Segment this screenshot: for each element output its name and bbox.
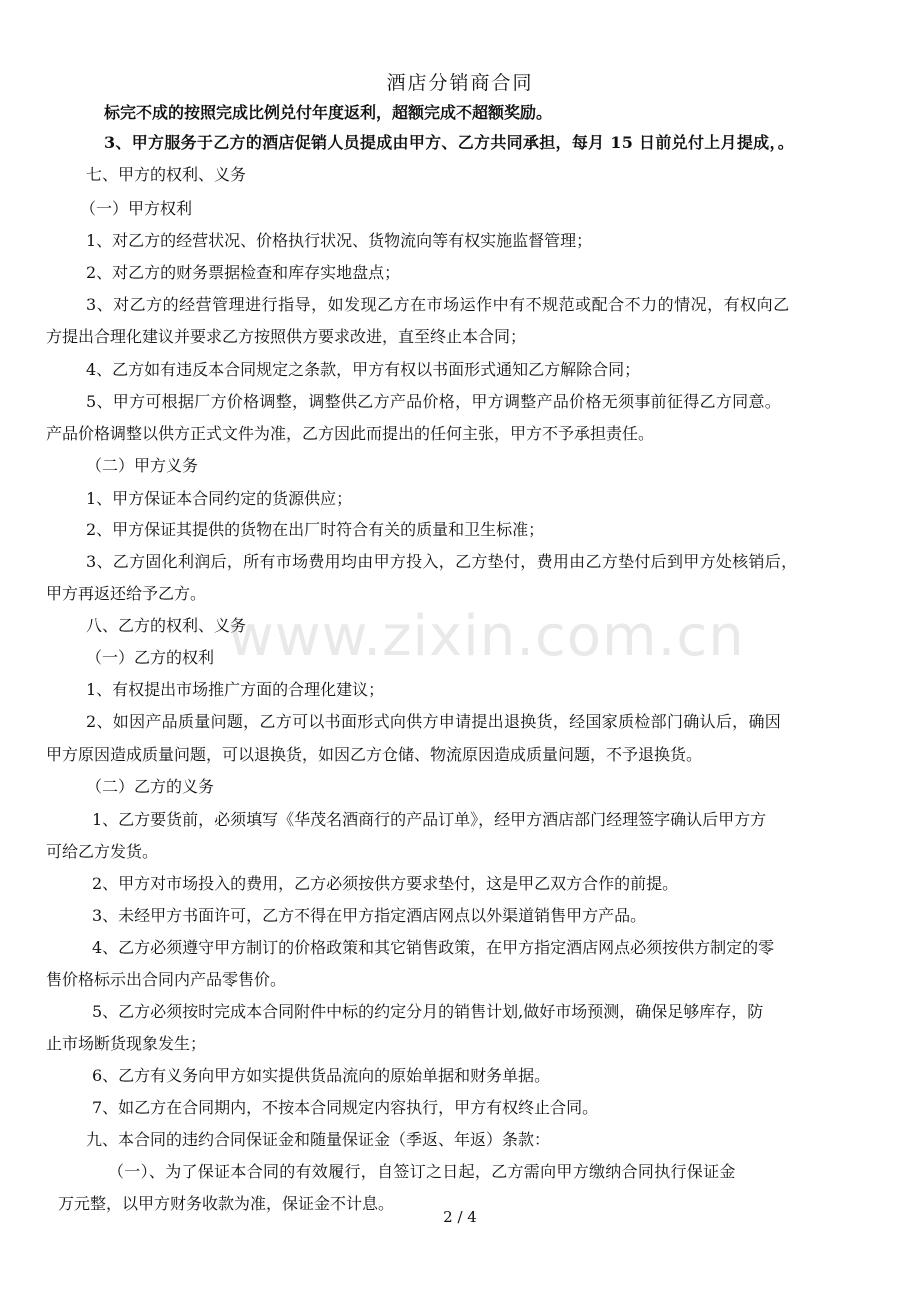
subsection-heading: （二）甲方义务: [86, 456, 199, 475]
text-line: 2、甲方对市场投入的费用，乙方必须按供方要求垫付，这是甲乙双方合作的前提。: [92, 874, 679, 893]
subsection-heading: （二）乙方的义务: [86, 777, 215, 796]
watermark-text: www.zixin.com.cn: [228, 604, 745, 669]
text-line: 产品价格调整以供方正式文件为准，乙方因此而提出的任何主张，甲方不予承担责任。: [46, 424, 655, 443]
text-line: 4、乙方必须遵守甲方制订的价格政策和其它销售政策，在甲方指定酒店网点必须按供方制定的零: [92, 938, 775, 957]
text-line: 7、如乙方在合同期内，不按本合同规定内容执行，甲方有权终止合同。: [92, 1098, 599, 1117]
text-line: 1、有权提出市场推广方面的合理化建议；: [86, 680, 385, 699]
section-heading: 九、本合同的违约合同保证金和随量保证金（季返、年返）条款：: [86, 1130, 551, 1149]
text-line: 3、乙方固化利润后，所有市场费用均由甲方投入，乙方垫付，费用由乙方垫付后到甲方处核销后，: [86, 552, 798, 571]
text-line: 万元整，以甲方财务收款为准，保证金不计息。: [58, 1194, 395, 1213]
text-line: 2、甲方保证其提供的货物在出厂时符合有关的质量和卫生标准；: [86, 520, 545, 539]
text-line: 2、如因产品质量问题，乙方可以书面形式向供方申请提出退换货，经国家质检部门确认后，确因: [86, 712, 782, 731]
text-line: 甲方再返还给予乙方。: [46, 584, 207, 603]
text-line: 甲方原因造成质量问题，可以退换货，如因乙方仓储、物流原因造成质量问题，不予退换货。: [46, 745, 703, 764]
text-line: 1、乙方要货前，必须填写《华茂名酒商行的产品订单》，经甲方酒店部门经理签字确认后甲方方: [92, 810, 767, 829]
text-line: 6、乙方有义务向甲方如实提供货品流向的原始单据和财务单据。: [92, 1066, 551, 1085]
text-line: 售价格标示出合同内产品零售价。: [46, 970, 287, 989]
text-line: 5、乙方必须按时完成本合同附件中标的约定分月的销售计划,做好市场预测，确保足够库存，防: [92, 1002, 764, 1021]
text-line: 标完不成的按照完成比例兑付年度返利，超额完成不超额奖励。: [104, 103, 553, 122]
text-line: 方提出合理化建议并要求乙方按照供方要求改进，直至终止本合同；: [46, 327, 527, 346]
text-line: 1、对乙方的经营状况、价格执行状况、货物流向等有权实施监督管理；: [86, 231, 593, 250]
text-line: 2、对乙方的财务票据检查和库存实地盘点；: [86, 263, 401, 282]
text-line: 3、甲方服务于乙方的酒店促销人员提成由甲方、乙方共同承担，每月 15 日前兑付上月提成，。: [104, 133, 795, 152]
text-line: 可给乙方发货。: [46, 842, 159, 861]
section-heading: 八、乙方的权利、义务: [86, 616, 247, 635]
text-line: 4、乙方如有违反本合同规定之条款，甲方有权以书面形式通知乙方解除合同；: [86, 360, 641, 379]
text-line: （一）、为了保证本合同的有效履行，自签订之日起，乙方需向甲方缴纳合同执行保证金: [108, 1162, 736, 1181]
text-line: 5、甲方可根据厂方价格调整，调整供乙方产品价格，甲方调整产品价格无须事前征得乙方同意。: [86, 392, 782, 411]
section-heading: 七、甲方的权利、义务: [86, 165, 247, 184]
document-title: 酒店分销商合同: [386, 72, 534, 94]
text-line: 3、未经甲方书面许可，乙方不得在甲方指定酒店网点以外渠道销售甲方产品。: [92, 906, 647, 925]
subsection-heading: （一）乙方的权利: [86, 648, 215, 667]
page-number: 2 / 4: [443, 1208, 477, 1226]
subsection-heading: （一）甲方权利: [80, 199, 193, 218]
text-line: 止市场断货现象发生；: [46, 1034, 207, 1053]
text-line: 1、甲方保证本合同约定的货源供应；: [86, 489, 353, 508]
text-line: 3、对乙方的经营管理进行指导，如发现乙方在市场运作中有不规范或配合不力的情况，有权向乙: [86, 295, 790, 314]
